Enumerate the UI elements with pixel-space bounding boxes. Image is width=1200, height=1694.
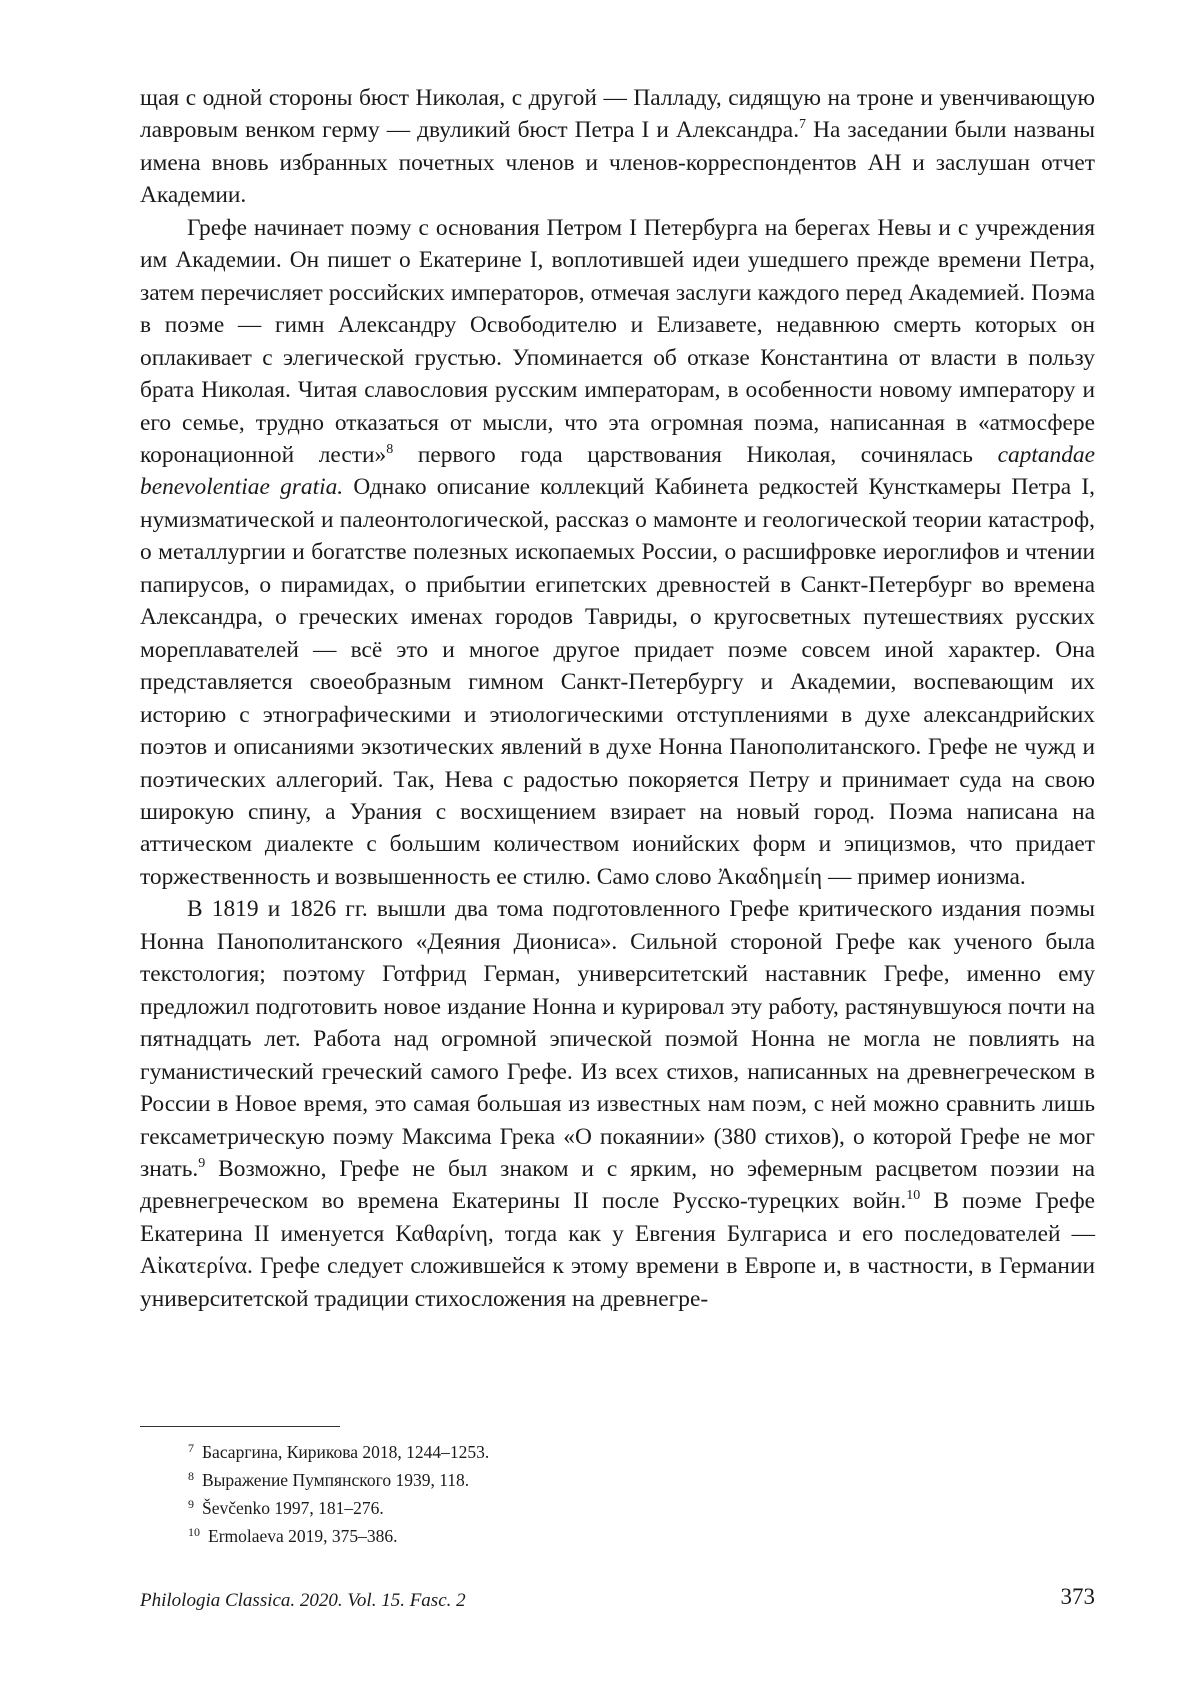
footnote-ref: 8 [386,441,394,457]
running-footer: Philologia Classica. 2020. Vol. 15. Fasc. 2 [140,1590,466,1611]
footnote-number: 10 [188,1525,200,1539]
footnote-text: Ermolaeva 2019, 375–386. [208,1526,398,1546]
text-run: Грефе начинает поэму с основания Петром I Петербурга на берегах Невы и с учреждения им Академии. Он пишет о Екатерине I, воплотившей идеи ушедшего прежде времени Петра, затем перечисляет российских императоров, отмечая заслуги каждого перед Академией. Поэма в поэме — гимн Александру Освободителю и Елизавете, недавнюю смерть которых он оплакивает с элегической грустью. Упоминается об отказе Константина от власти в пользу брата Николая. Читая славословия русским императорам, в особенности новому императору и его семье, трудно отказаться от мысли, что эта огромная поэма, написанная в «атмосфере коронационной лести» [140,214,1095,468]
footnote [188,1436,489,1464]
footnote-number: 8 [188,1469,194,1483]
text-run: На заседании были названы имена вновь избранных почетных членов и членов-корреспондентов АН и заслушан отчет Академии. [140,117,1095,209]
footnotes [188,1436,489,1548]
main-text [140,82,1095,1315]
footnote-number: 7 [188,1441,194,1455]
italic-phrase: captandae benevolentiae gratia. [140,441,1095,501]
footnote-separator [140,1426,340,1427]
footnote-number: 9 [188,1497,194,1511]
text-run: щая с одной стороны бюст Николая, с другой — Палладу, сидящую на троне и увенчивающую лавровым венком герму — двуликий бюст Петра I и Александра. [140,85,1095,144]
text-run: В поэме Грефе Екатерина II именуется Καθαρίνη, тогда как у Евгения Булгариса и его последователей — Αἰκατερίνα. Грефе следует сложившейся к этому времени в Европе и, в частности, в Германии университетской традиции стихосложения на древнегре- [140,1188,1095,1312]
footnote [188,1492,489,1520]
text-run: В 1819 и 1826 гг. вышли два тома подготовленного Грефе критического издания поэмы Нонна Панополитанского «Деяния Диониса». Сильной стороной Грефе как ученого была текстология; поэтому Готфрид Герман, университетский наставник Грефе, именно ему предложил подготовить новое издание Нонна и курировал эту работу, растянувшуюся почти на пятнадцать лет. Работа над огромной эпической поэмой Нонна не могла не повлиять на гуманистический греческий самого Грефе. Из всех стихов, написанных на древнегреческом в России в Новое время, это самая большая из известных нам поэм, с ней можно сравнить лишь гексаметрическую поэму Максима Грека «О покаянии» (380 стихов), о которой Грефе не мог знать. [140,896,1095,1182]
paragraph [140,893,1095,1315]
footnote-ref: 9 [198,1155,206,1171]
text-run: Однако описание коллекций Кабинета редкостей Кунсткамеры Петра I, нумизматической и палеонтологической, рассказ о мамонте и геологической теории катастроф, о металлургии и богатстве полезных ископаемых России, о расшифровке иероглифов и чтении папирусов, о пирамидах, о прибытии египетских древностей в Санкт-Петербург во времена Александра, о греческих именах городов Тавриды, о кругосветных путешествиях русских мореплавателей — всё это и многое другое придает поэме совсем иной характер. Она представляется своеобразным гимном Санкт-Петербургу и Академии, воспевающим их историю с этнографическими и этиологическими отступлениями в духе александрийских поэтов и описаниями экзотических явлений в духе Нонна Панополитанского. Грефе не чужд и поэтических аллегорий. Так, Нева с радостью покоряется Петру и принимает суда на свою широкую спину, а Урания с восхищением взирает на новый город. Поэма написана на аттическом диалекте с большим количеством ионийских форм и эпицизмов, что придает торжественность и возвышенность ее стилю. Само слово Ἀκαδημείη — пример ионизма. [140,474,1096,890]
text-run: Возможно, Грефе не был знаком и с ярким, но эфемерным расцветом поэзии на древнегреческом во времена Екатерины II после Русско-турецких войн. [140,1155,1095,1215]
footnote-text: Ševčenko 1997, 181–276. [202,1498,384,1518]
footnote-text: Выражение Пумпянского 1939, 118. [202,1470,470,1490]
paragraph [140,212,1095,894]
paragraph [140,82,1095,212]
footnote [188,1520,489,1548]
page-number: 373 [1060,1584,1095,1609]
footnote-ref: 7 [799,117,807,133]
text-run: первого года царствования Николая, сочинялась [393,441,998,468]
footnote-text: Басаргина, Кирикова 2018, 1244–1253. [202,1442,490,1462]
footnote [188,1464,489,1492]
footnote-ref: 10 [906,1188,921,1204]
